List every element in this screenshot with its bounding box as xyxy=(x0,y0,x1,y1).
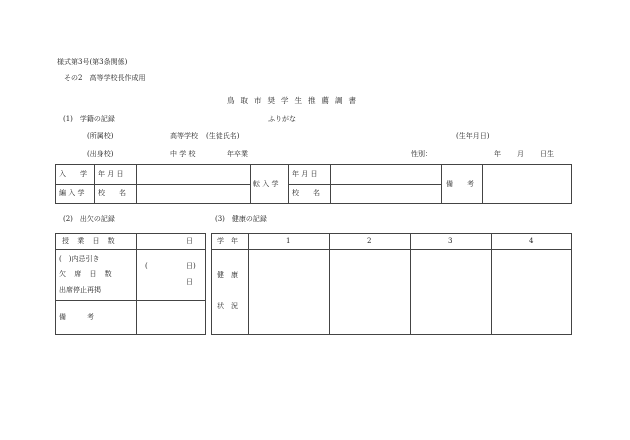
student-name-label: (生徒氏名) xyxy=(206,132,240,140)
absence-days-label: 欠 席 日 数 xyxy=(59,270,115,278)
transfer-label: 転 入 学 xyxy=(253,180,279,188)
origin-school-label: (出身校) xyxy=(87,150,114,158)
enrollment-remarks-label: 備 考 xyxy=(446,180,474,188)
grade-3: 3 xyxy=(448,237,453,245)
birth-day-label: 日生 xyxy=(540,150,554,158)
birth-year-label: 年 xyxy=(494,150,501,158)
graduation-label: 年卒業 xyxy=(227,150,248,158)
entry-date-label: 年 月 日 xyxy=(98,170,124,178)
form-number: 様式第3号(第3条関係) xyxy=(57,58,128,66)
gender-label: 性別： xyxy=(411,150,432,158)
entry-school-label: 校 名 xyxy=(98,189,126,197)
grade-4: 4 xyxy=(529,237,534,245)
birth-date-label: (生年月日) xyxy=(456,132,490,140)
health-heading: (3) 健康の記録 xyxy=(215,215,267,223)
grade-1: 1 xyxy=(286,237,291,245)
page-title: 鳥取市奨学生推薦調書 xyxy=(227,96,362,105)
grade-label: 学 年 xyxy=(217,237,238,245)
entry-transfer-label: 編 入 学 xyxy=(59,189,85,197)
bereavement-note: ( )内忌引き xyxy=(59,255,100,263)
grade-2: 2 xyxy=(367,237,372,245)
absence-day-unit: 日 xyxy=(186,278,193,286)
attendance-heading: (2) 出欠の記録 xyxy=(63,215,115,223)
paren-open: ( xyxy=(145,262,148,270)
sub-form-label: その2 高等学校長作成用 xyxy=(64,74,146,82)
class-days-label: 授 業 日 数 xyxy=(62,237,118,245)
paren-day-close: 日) xyxy=(186,262,196,270)
health-label: 健 康 xyxy=(217,271,238,279)
school-value: 高等学校 xyxy=(170,132,198,140)
birth-month-label: 月 xyxy=(517,150,524,158)
furigana-label: ふりがな xyxy=(268,115,296,123)
entry-label: 入 学 xyxy=(59,170,87,178)
class-days-unit: 日 xyxy=(186,237,193,245)
transfer-school-label: 校 名 xyxy=(292,189,320,197)
section1-heading: (1) 学籍の記録 xyxy=(63,115,115,123)
suspension-label: 出席停止再掲 xyxy=(59,286,101,294)
attendance-remarks-label: 備 考 xyxy=(59,313,94,321)
school-label: (所属校) xyxy=(87,132,114,140)
transfer-date-label: 年 月 日 xyxy=(292,170,318,178)
status-label: 状 況 xyxy=(217,302,238,310)
origin-school-value: 中 学 校 xyxy=(170,150,196,158)
